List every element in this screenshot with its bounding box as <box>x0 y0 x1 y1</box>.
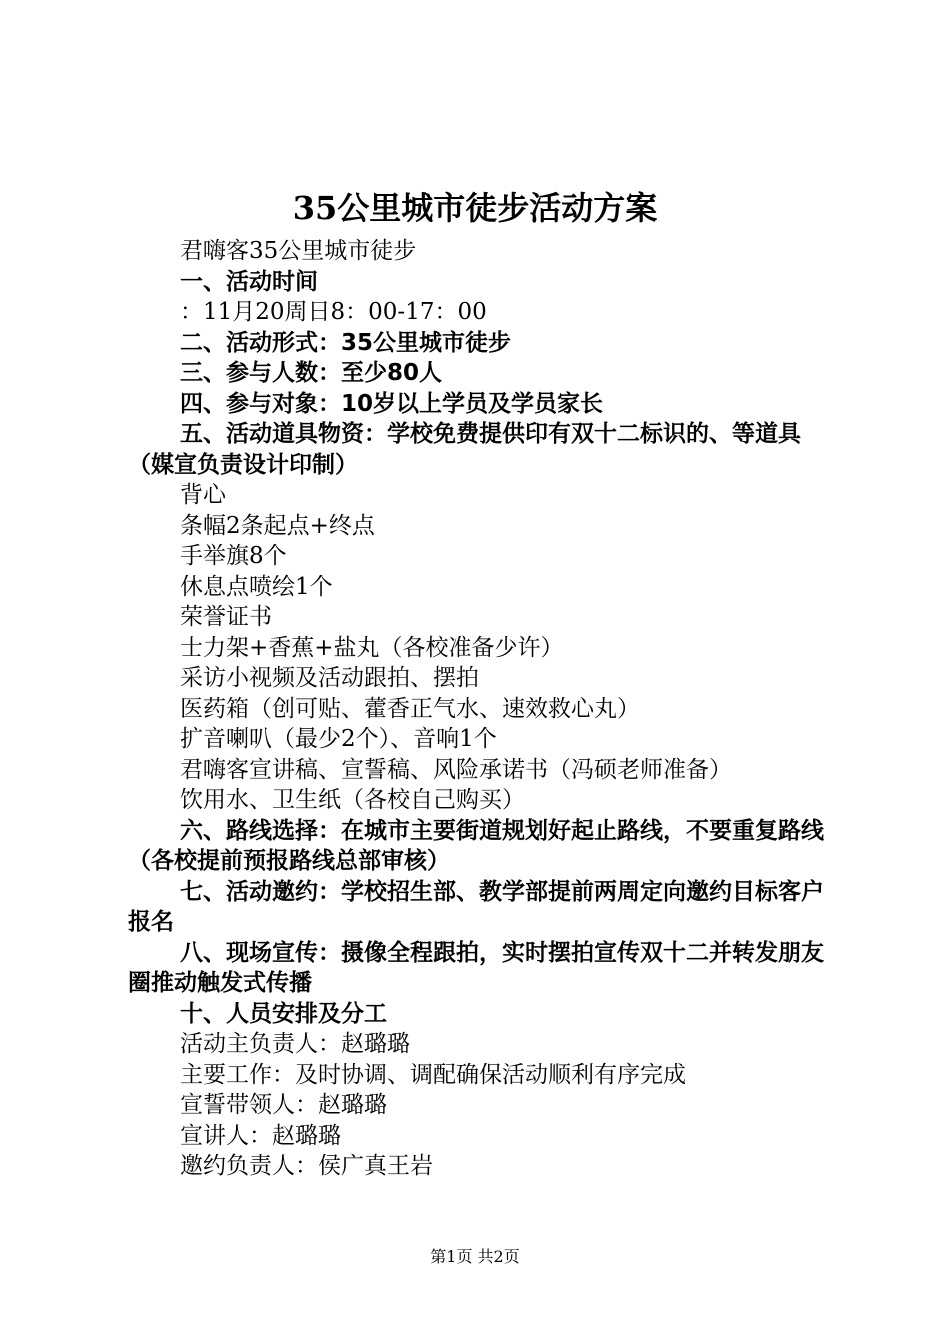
staff-item: 主要工作：及时协调、调配确保活动顺利有序完成 <box>180 1061 686 1088</box>
section-staffing: 十、人员安排及分工 <box>180 1000 387 1027</box>
section-route: 六、路线选择：在城市主要街道规划好起止路线，不要重复路线（各校提前预报路线总部审核） <box>128 817 824 874</box>
supply-item: 扩音喇叭（最少2个）、音响1个 <box>180 726 497 752</box>
section-invitation: 七、活动邀约：学校招生部、教学部提前两周定向邀约目标客户报名 <box>128 878 824 935</box>
section-participants-target: 四、参与对象：10岁以上学员及学员家长 <box>180 390 604 417</box>
supply-item: 手举旗8个 <box>180 543 287 569</box>
staff-item: 宣誓带领人：赵璐璐 <box>180 1092 387 1118</box>
document-body <box>128 236 833 1182</box>
document-title: 35公里城市徒步活动方案 <box>292 189 658 227</box>
section-heading-time: 一、活动时间 <box>180 268 318 295</box>
supply-item: 饮用水、卫生纸（各校自己购买） <box>180 787 525 813</box>
subtitle-line: 君嗨客35公里城市徒步 <box>180 238 417 264</box>
supply-item: 休息点喷绘1个 <box>180 573 333 600</box>
supply-item: 医药箱（创可贴、藿香正气水、速效救心丸） <box>180 695 640 722</box>
supply-item: 条幅2条起点+终点 <box>180 512 375 539</box>
supply-item: 背心 <box>180 482 226 508</box>
section-promotion: 八、现场宣传：摄像全程跟拍，实时摆拍宣传双十二并转发朋友圈推动触发式传播 <box>128 939 824 996</box>
page-footer: 第1页 共2页 <box>430 1247 520 1266</box>
staff-item: 邀约负责人：侯广真王岩 <box>180 1153 433 1179</box>
staff-item: 活动主负责人：赵璐璐 <box>180 1031 410 1057</box>
time-value: ：11月20周日8：00-17：00 <box>180 299 487 325</box>
section-participants-count: 三、参与人数：至少80人 <box>180 360 443 386</box>
staff-item: 宣讲人：赵璐璐 <box>180 1122 341 1149</box>
supply-item: 荣誉证书 <box>180 604 272 630</box>
section-form: 二、活动形式：35公里城市徒步 <box>180 329 512 356</box>
supply-item: 士力架+香蕉+盐丸（各校准备少许） <box>180 634 564 661</box>
section-supplies: 五、活动道具物资：学校免费提供印有双十二标识的、等道具（媒宣负责设计印制） <box>128 421 801 478</box>
supply-item: 君嗨客宣讲稿、宣誓稿、风险承诺书（冯硕老师准备） <box>180 756 732 783</box>
supply-item: 采访小视频及活动跟拍、摆拍 <box>180 665 479 691</box>
